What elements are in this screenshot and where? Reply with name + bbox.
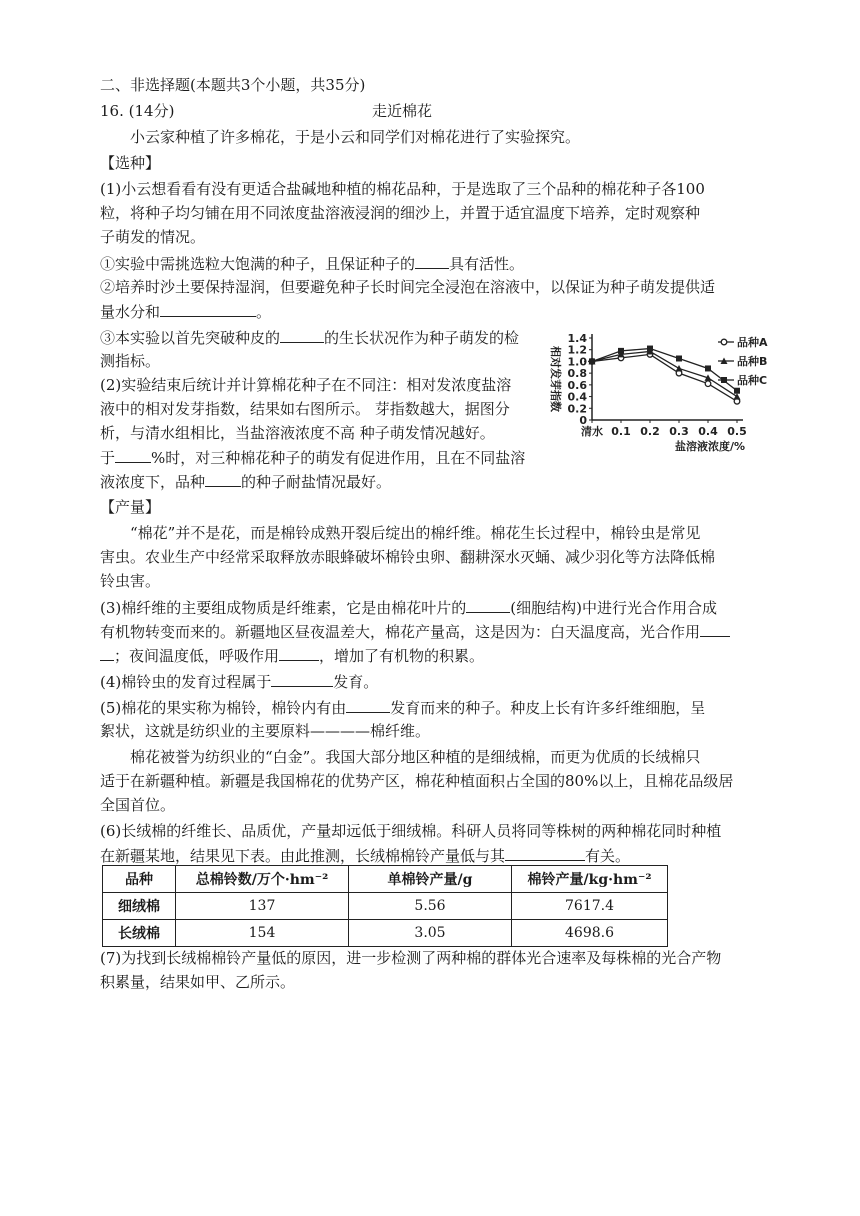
germination-chart bbox=[538, 328, 778, 468]
q1-line1: (1)小云想看看有没有更适合盐碱地种植的棉花品种，于是选取了三个品种的棉花种子各100 bbox=[100, 180, 705, 198]
answer-blank[interactable] bbox=[346, 696, 390, 713]
q1c-line1: ③本实验以首先突破种皮的 的生长状况作为种子萌发的检 bbox=[100, 326, 519, 349]
y-axis-label: 相对发芽指数 bbox=[549, 346, 562, 412]
answer-blank-cont[interactable] bbox=[100, 644, 114, 661]
answer-blank[interactable] bbox=[415, 252, 449, 269]
data-point bbox=[705, 365, 711, 371]
x-tick-label: 0.4 bbox=[698, 425, 718, 438]
q1c-line2: 测指标。 bbox=[100, 352, 161, 370]
table-header-row bbox=[103, 866, 668, 893]
q4-line: (4)棉铃虫的发育过程属于 发育。 bbox=[100, 670, 378, 693]
y-tick-label: 1.4 bbox=[567, 332, 587, 345]
y-tick-label: 0.4 bbox=[567, 390, 587, 404]
data-point bbox=[705, 381, 711, 387]
question-16-header bbox=[100, 100, 174, 122]
answer-blank[interactable] bbox=[115, 446, 151, 463]
yield-line2: 害虫。农业生产中经常采取释放赤眼蜂破坏棉铃虫卵、翻耕深水灭蛹、减少羽化等方法降低棉 bbox=[100, 548, 716, 566]
q1b-line1: ②培养时沙土要保持湿润，但要避免种子长时间完全浸泡在溶液中，以保证为种子萌发提供适 bbox=[100, 278, 716, 296]
q7-line2: 积累量，结果如甲、乙所示。 bbox=[100, 973, 296, 991]
legend-label: 品种B bbox=[737, 355, 768, 368]
y-tick-label: 0.8 bbox=[567, 367, 587, 381]
q6-line1: (6)长绒棉的纤维长、品质优，产量却远低于细绒棉。科研人员将同等株树的两种棉花同时种植 bbox=[100, 822, 722, 840]
data-point bbox=[647, 346, 653, 352]
table-header: 单棉铃产量/g bbox=[349, 866, 512, 893]
q1-line3: 子萌发的情况。 bbox=[100, 228, 206, 246]
table-row bbox=[103, 920, 668, 947]
para-line2: 适于在新疆种植。新疆是我国棉花的优势产区，棉花种植面积占全国的80%以上，且棉花品级居 bbox=[100, 772, 734, 790]
q3-line2: 有机物转变而来的。新疆地区昼夜温差大，棉花产量高，这是因为：白天温度高，光合作用 bbox=[100, 620, 730, 643]
table-cell: 长绒棉 bbox=[103, 920, 176, 947]
q2-line5: 液浓度下，品种 的种子耐盐情况最好。 bbox=[100, 470, 391, 493]
q1b-line2: 量水分和 。 bbox=[100, 300, 271, 323]
q2-line3: 析，与清水组相比，当盐溶液浓度不高 种子萌发情况越好。 bbox=[100, 424, 495, 442]
answer-blank[interactable] bbox=[466, 596, 510, 613]
y-tick-label: 0.6 bbox=[567, 378, 587, 392]
para-line3: 全国首位。 bbox=[100, 796, 176, 814]
answer-blank[interactable] bbox=[700, 620, 730, 637]
section-header: 二、非选择题(本题共3个小题，共35分) bbox=[100, 76, 366, 94]
answer-blank[interactable] bbox=[505, 844, 585, 861]
intro-text: 小云家种植了许多棉花，于是小云和同学们对棉花进行了实验探究。 bbox=[130, 128, 581, 146]
x-axis-label: 盐溶液浓度/% bbox=[674, 440, 746, 453]
question-number: 16. bbox=[100, 102, 124, 120]
table-cell: 137 bbox=[176, 893, 349, 920]
q6-line2: 在新疆某地，结果见下表。由此推测，长绒棉棉铃产量低与其 有关。 bbox=[100, 844, 630, 867]
answer-blank[interactable] bbox=[160, 300, 256, 317]
table-cell: 154 bbox=[176, 920, 349, 947]
q2-line4: 于 %时，对三种棉花种子的萌发有促进作用，且在不同盐溶 bbox=[100, 446, 525, 469]
table-row bbox=[103, 893, 668, 920]
x-tick-label: 0.5 bbox=[727, 425, 747, 438]
series-line-circle bbox=[592, 354, 737, 401]
question-points: (14分) bbox=[128, 102, 175, 120]
table-cell: 4698.6 bbox=[512, 920, 668, 947]
x-tick-label: 0.3 bbox=[669, 425, 689, 438]
series-line-square bbox=[592, 349, 737, 391]
heading-yield: 【产量】 bbox=[100, 498, 161, 516]
answer-blank[interactable] bbox=[205, 470, 241, 487]
q1a-line: ①实验中需挑选粒大饱满的种子，且保证种子的 具有活性。 bbox=[100, 252, 524, 275]
yield-line3: 铃虫害。 bbox=[100, 572, 161, 590]
data-point bbox=[734, 393, 741, 400]
data-point bbox=[676, 365, 683, 372]
y-tick-label: 1.0 bbox=[567, 355, 587, 369]
answer-blank[interactable] bbox=[279, 644, 319, 661]
table-cell: 细绒棉 bbox=[103, 893, 176, 920]
table-header: 总棉铃数/万个·hm⁻² bbox=[176, 866, 349, 893]
data-point bbox=[618, 348, 624, 354]
x-tick-label: 0.1 bbox=[611, 425, 631, 438]
yield-line1: “棉花”并不是花，而是棉铃成熟开裂后绽出的棉纤维。棉花生长过程中，棉铃虫是常见 bbox=[130, 524, 701, 542]
q5-line2: 絮状，这就是纺织业的主要原料————棉纤维。 bbox=[100, 722, 431, 740]
legend-marker bbox=[721, 339, 727, 345]
q1-line2: 粒，将种子均匀铺在用不同浓度盐溶液浸润的细沙上，并置于适宜温度下培养，定时观察种 bbox=[100, 204, 701, 222]
heading-select: 【选种】 bbox=[100, 154, 161, 172]
legend-label: 品种C bbox=[737, 374, 768, 387]
table-header: 品种 bbox=[103, 866, 176, 893]
table-header: 棉铃产量/kg·hm⁻² bbox=[512, 866, 668, 893]
yield-table bbox=[102, 865, 668, 947]
q2-line2: 液中的相对发芽指数，结果如右图所示。 芽指数越大，据图分 bbox=[100, 400, 510, 418]
question-title: 走近棉花 bbox=[372, 102, 433, 120]
legend-label: 品种A bbox=[737, 336, 768, 349]
table-cell: 3.05 bbox=[349, 920, 512, 947]
data-point bbox=[676, 356, 682, 362]
chart-series bbox=[589, 346, 741, 405]
x-tick-label: 清水 bbox=[581, 425, 603, 438]
q3-line1: (3)棉纤维的主要组成物质是纤维素，它是由棉花叶片的 (细胞结构)中进行光合作用合成 bbox=[100, 596, 717, 619]
data-point bbox=[589, 358, 595, 364]
data-point bbox=[734, 388, 740, 394]
q5-line1: (5)棉花的果实称为棉铃，棉铃内有由 发育而来的种子。种皮上长有许多纤维细胞，呈 bbox=[100, 696, 705, 719]
legend-marker bbox=[721, 377, 727, 383]
answer-blank[interactable] bbox=[280, 326, 324, 343]
y-tick-label: 1.2 bbox=[567, 343, 587, 357]
answer-blank[interactable] bbox=[271, 670, 333, 687]
q3-line3: ；夜间温度低，呼吸作用 ，增加了有机物的积累。 bbox=[100, 644, 484, 667]
y-tick-label: 0.2 bbox=[567, 402, 587, 416]
chart-legend bbox=[718, 335, 768, 387]
q7-line1: (7)为找到长绒棉棉铃产量低的原因，进一步检测了两种棉的群体光合速率及每株棉的光合产物 bbox=[100, 949, 722, 967]
para-line1: 棉花被誉为纺织业的“白金”。我国大部分地区种植的是细绒棉，而更为优质的长绒棉只 bbox=[130, 748, 701, 766]
table-cell: 5.56 bbox=[349, 893, 512, 920]
x-tick-label: 0.2 bbox=[640, 425, 660, 438]
table-cell: 7617.4 bbox=[512, 893, 668, 920]
q2-line1: (2)实验结束后统计并计算棉花种子在不同注：相对发浓度盐溶 bbox=[100, 376, 512, 394]
y-tick-label: 0 bbox=[579, 414, 587, 427]
